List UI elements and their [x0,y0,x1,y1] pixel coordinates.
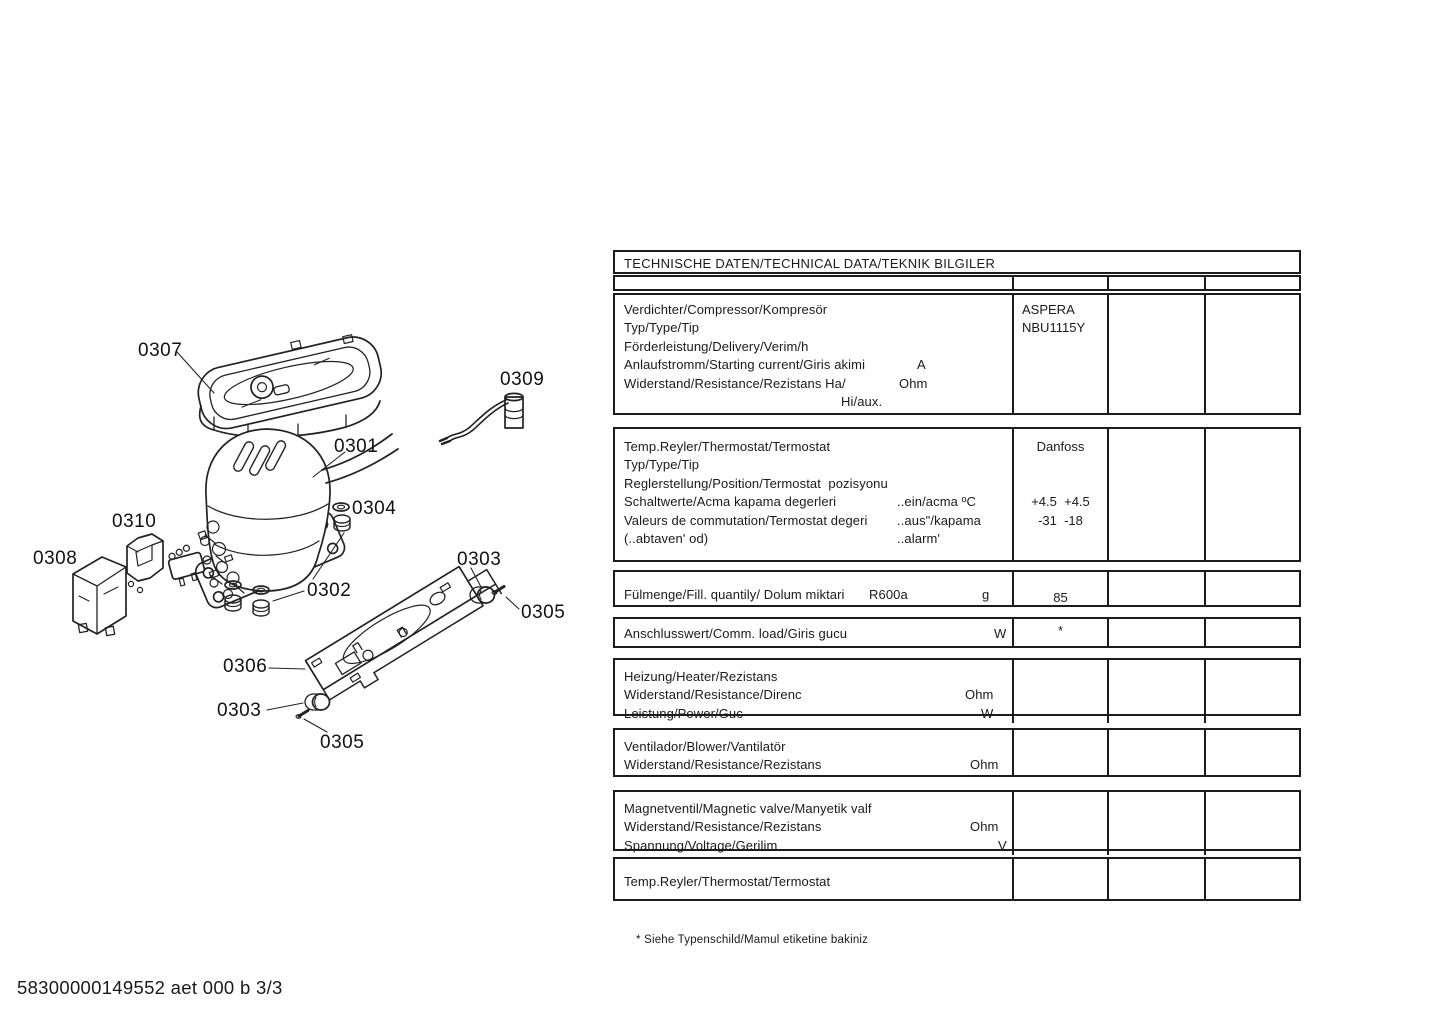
table-row: Typ/Type/Tip [624,320,700,336]
unit-label: Ohm [970,819,999,835]
unit-label: g [982,587,990,602]
bushing-bottom-drawing [305,694,330,710]
table-section-thermostat [613,427,1301,562]
table-row: Widerstand/Resistance/Rezistans Ohm [624,818,1012,836]
part-label-0303-bottom: 0303 [217,700,262,721]
part-label-0310: 0310 [112,511,157,532]
part-label-0304: 0304 [352,498,397,519]
table-row: Verdichter/Compressor/Kompresör [624,302,828,317]
unit-label: W [981,705,994,721]
part-label-0306: 0306 [223,656,268,677]
unit-label: A [917,357,926,373]
table-row: Widerstand/Resistance/Rezistans Ohm [624,756,1012,774]
empty-cell [1012,660,1107,723]
part-label-0303-right: 0303 [457,549,502,570]
header-cell [1107,277,1204,289]
table-footnote: * Siehe Typenschild/Mamul etiketine bakiniz [636,934,869,946]
document-code: 58300000149552 aet 000 b 3/3 [17,977,283,998]
table-row: Förderleistung/Delivery/Verim/h [624,338,809,354]
empty-cell [1107,730,1204,775]
table-row: Anschlusswert/Comm. load/Giris gucu W [624,625,1012,643]
table-section-blower [613,728,1301,777]
grommet-set-upper-drawing [333,503,350,531]
empty-cell [1107,572,1204,605]
unit-label: V [998,837,1007,853]
table-row: Magnetventil/Magnetic valve/Manyetik valf [624,801,872,816]
table-header-row [613,275,1301,291]
table-section-compressor: Verdichter/Compressor/Kompresör Typ/Type/Tip Förderleistung/Delivery/Verim/h Anlaufstromm/Starting current/Giris akimi A Widerstand/Resistance/Rezistans Ha/ Ohm Hi/aux. ASPERA NBU1115Y [613,293,1301,415]
empty-cell [1107,859,1204,899]
table-row: Widerstand/Resistance/Rezistans Ha/ Ohm [624,375,1012,393]
table-row: Fülmenge/Fill. quantily/ Dolum miktari R600a g [624,586,1012,604]
part-label-0301: 0301 [334,436,379,457]
empty-cell [1204,730,1299,775]
table-section-valve [613,790,1301,851]
relay-cover-drawing [73,557,126,636]
part-label-0305-bottom: 0305 [320,732,365,753]
table-row: Temp.Reyler/Thermostat/Termostat [624,439,831,454]
pin-bottom-drawing [296,711,308,719]
unit-label: Ohm [965,687,994,703]
table-row: Valeurs de commutation/Termostat degeri ..aus"/kapama [624,512,981,528]
table-title-box [613,250,1301,274]
unit-label: Ohm [970,757,999,773]
empty-cell [1107,295,1204,413]
relay-drawing [127,534,207,593]
table-row: Heizung/Heater/Rezistans [624,669,778,684]
empty-cell [1107,660,1204,723]
empty-cell [1107,619,1204,646]
unit-label: Ohm [899,375,928,391]
header-cell [1204,277,1299,289]
table-row: (..abtaven' od) ..alarm' [624,531,941,547]
table-row: Leistung/Power/Guc W [624,705,1012,723]
empty-cell [1107,429,1204,560]
empty-cell [1012,792,1107,855]
table-section-thermostat2 [613,857,1301,901]
part-label-0305-right: 0305 [521,602,566,623]
empty-cell [1204,619,1299,646]
empty-cell [1012,859,1107,899]
part-label-0309: 0309 [500,369,545,390]
empty-cell [1204,429,1299,560]
table-row: Widerstand/Resistance/Direnc Ohm [624,686,1012,704]
empty-cell [1204,660,1299,723]
part-label-0308: 0308 [33,548,78,569]
table-title: TECHNISCHE DATEN/TECHNICAL DATA/TEKNIK BILGILER [624,256,996,271]
table-section-heater [613,658,1301,721]
table-row: Reglerstellung/Position/Termostat pozisyonu [624,475,888,491]
part-label-0307: 0307 [138,340,183,361]
value-cell: 85 [1012,572,1107,605]
part-label-0302: 0302 [307,580,352,601]
table-section-load [613,617,1301,648]
table-row: Schaltwerte/Acma kapama degerleri ..ein/acma ºC [624,494,977,510]
empty-cell [1012,730,1107,775]
table-row: Anlaufstromm/Starting current/Giris akimi A [624,356,1012,374]
table-row: Temp.Reyler/Thermostat/Termostat [624,874,831,889]
table-section-filling [613,570,1301,607]
table-row: Spannung/Voltage/Gerilim V [624,837,1012,855]
header-cell [615,277,1012,289]
empty-cell [1107,792,1204,855]
empty-cell [1204,295,1299,413]
value-cell: Danfoss +4.5 +4.5 -31 -18 [1012,429,1107,560]
unit-label: W [994,626,1007,641]
empty-cell [1204,859,1299,899]
capacitor-drawing [440,393,523,444]
empty-cell [1204,572,1299,605]
value-cell: * [1012,619,1107,646]
drip-tray-drawing [191,324,386,438]
empty-cell [1204,792,1299,855]
value-cell: ASPERA NBU1115Y [1012,295,1107,413]
table-row: Ventilador/Blower/Vantilatör [624,739,786,754]
table-row: Typ/Type/Tip [624,457,700,473]
header-cell [1012,277,1107,289]
